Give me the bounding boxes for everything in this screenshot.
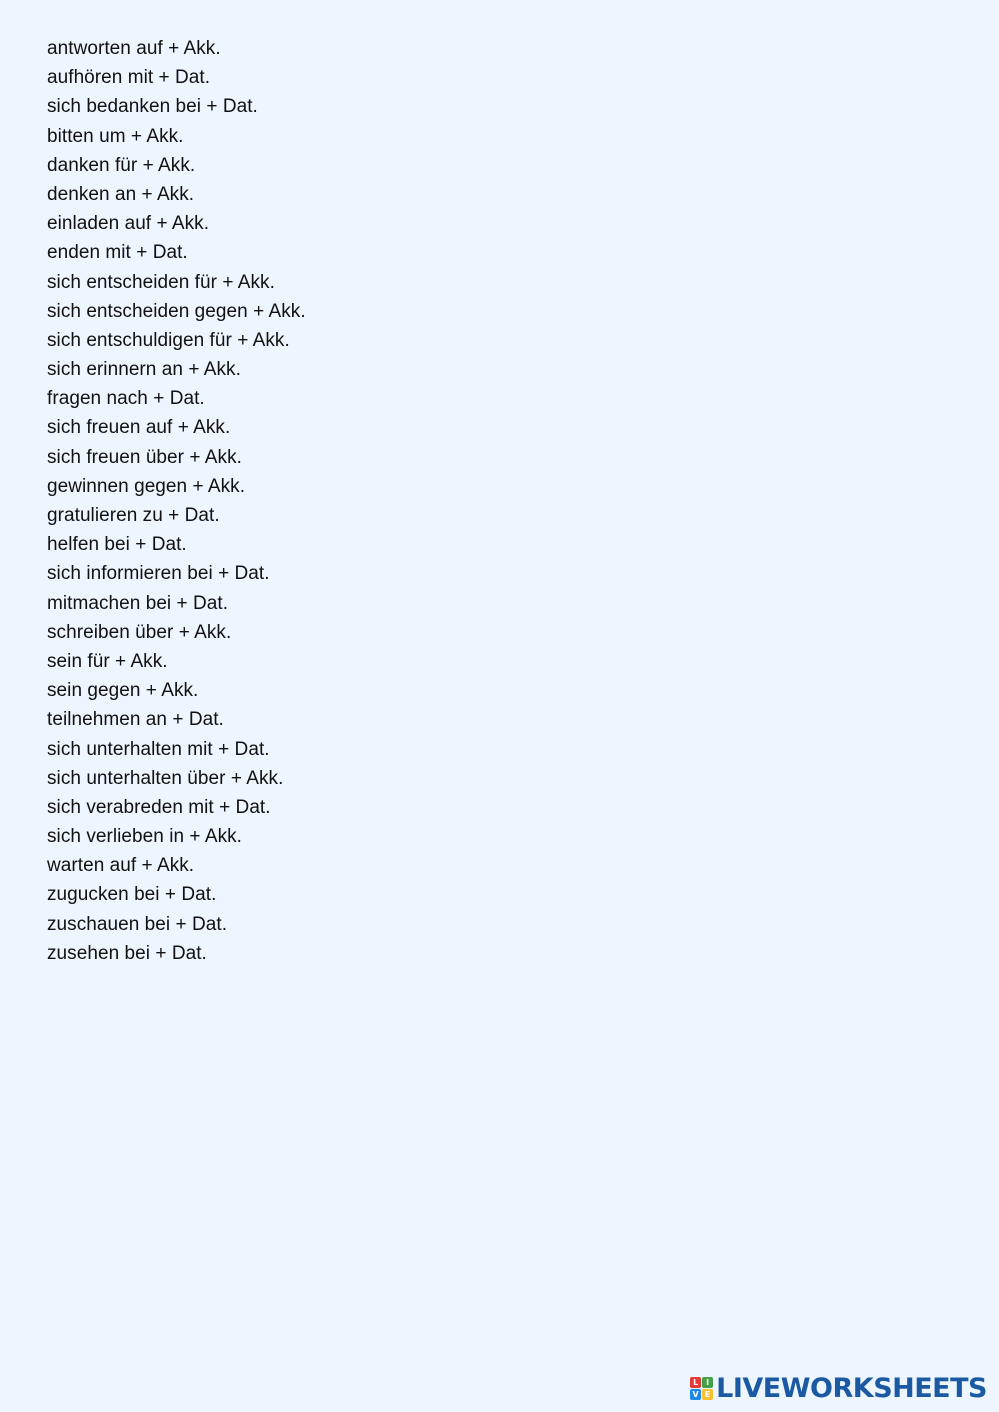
- logo-tile-l: L: [690, 1377, 701, 1388]
- verb-list: [47, 34, 306, 968]
- verb-item: sich unterhalten über + Akk.: [47, 767, 284, 789]
- verb-item: sich entscheiden gegen + Akk.: [47, 300, 306, 322]
- logo-tile-v: V: [690, 1389, 701, 1400]
- verb-item: enden mit + Dat.: [47, 242, 188, 264]
- liveworksheets-brand: [690, 1375, 987, 1402]
- verb-item: sein für + Akk.: [47, 650, 168, 672]
- verb-item: sich informieren bei + Dat.: [47, 563, 270, 585]
- verb-item: denken an + Akk.: [47, 183, 195, 205]
- verb-item: sich freuen über + Akk.: [47, 446, 242, 468]
- verb-item: sich erinnern an + Akk.: [47, 359, 241, 381]
- verb-item: sich bedanken bei + Dat.: [47, 96, 258, 118]
- verb-item: danken für + Akk.: [47, 154, 196, 176]
- brand-name: LIVEWORKSHEETS: [716, 1373, 987, 1404]
- verb-item: sich verlieben in + Akk.: [47, 826, 242, 848]
- verb-item: sich freuen auf + Akk.: [47, 417, 231, 439]
- verb-item: mitmachen bei + Dat.: [47, 592, 229, 614]
- verb-item: helfen bei + Dat.: [47, 534, 187, 556]
- verb-item: teilnehmen an + Dat.: [47, 709, 224, 731]
- verb-item: bitten um + Akk.: [47, 125, 184, 147]
- verb-item: sein gegen + Akk.: [47, 680, 199, 702]
- verb-item: antworten auf + Akk.: [47, 38, 221, 59]
- verb-item: zuschauen bei + Dat.: [47, 913, 228, 935]
- verb-item: sich unterhalten mit + Dat.: [47, 738, 270, 760]
- verb-item: gratulieren zu + Dat.: [47, 505, 220, 526]
- verb-item: schreiben über + Akk.: [47, 621, 232, 643]
- verb-item: sich entscheiden für + Akk.: [47, 271, 275, 293]
- verb-item: sich entschuldigen für + Akk.: [47, 329, 290, 351]
- logo-tile-e: E: [702, 1389, 713, 1400]
- verb-item: sich verabreden mit + Dat.: [47, 796, 271, 818]
- verb-item: fragen nach + Dat.: [47, 388, 205, 410]
- liveworksheets-logo-icon: [690, 1377, 713, 1400]
- verb-item: zugucken bei + Dat.: [47, 884, 217, 906]
- verb-item: aufhören mit + Dat.: [47, 67, 211, 89]
- logo-tile-i: I: [702, 1377, 713, 1388]
- verb-item: gewinnen gegen + Akk.: [47, 475, 246, 497]
- verb-item: zusehen bei + Dat.: [47, 942, 207, 964]
- verb-item: einladen auf + Akk.: [47, 213, 210, 235]
- verb-item: warten auf + Akk.: [47, 855, 195, 877]
